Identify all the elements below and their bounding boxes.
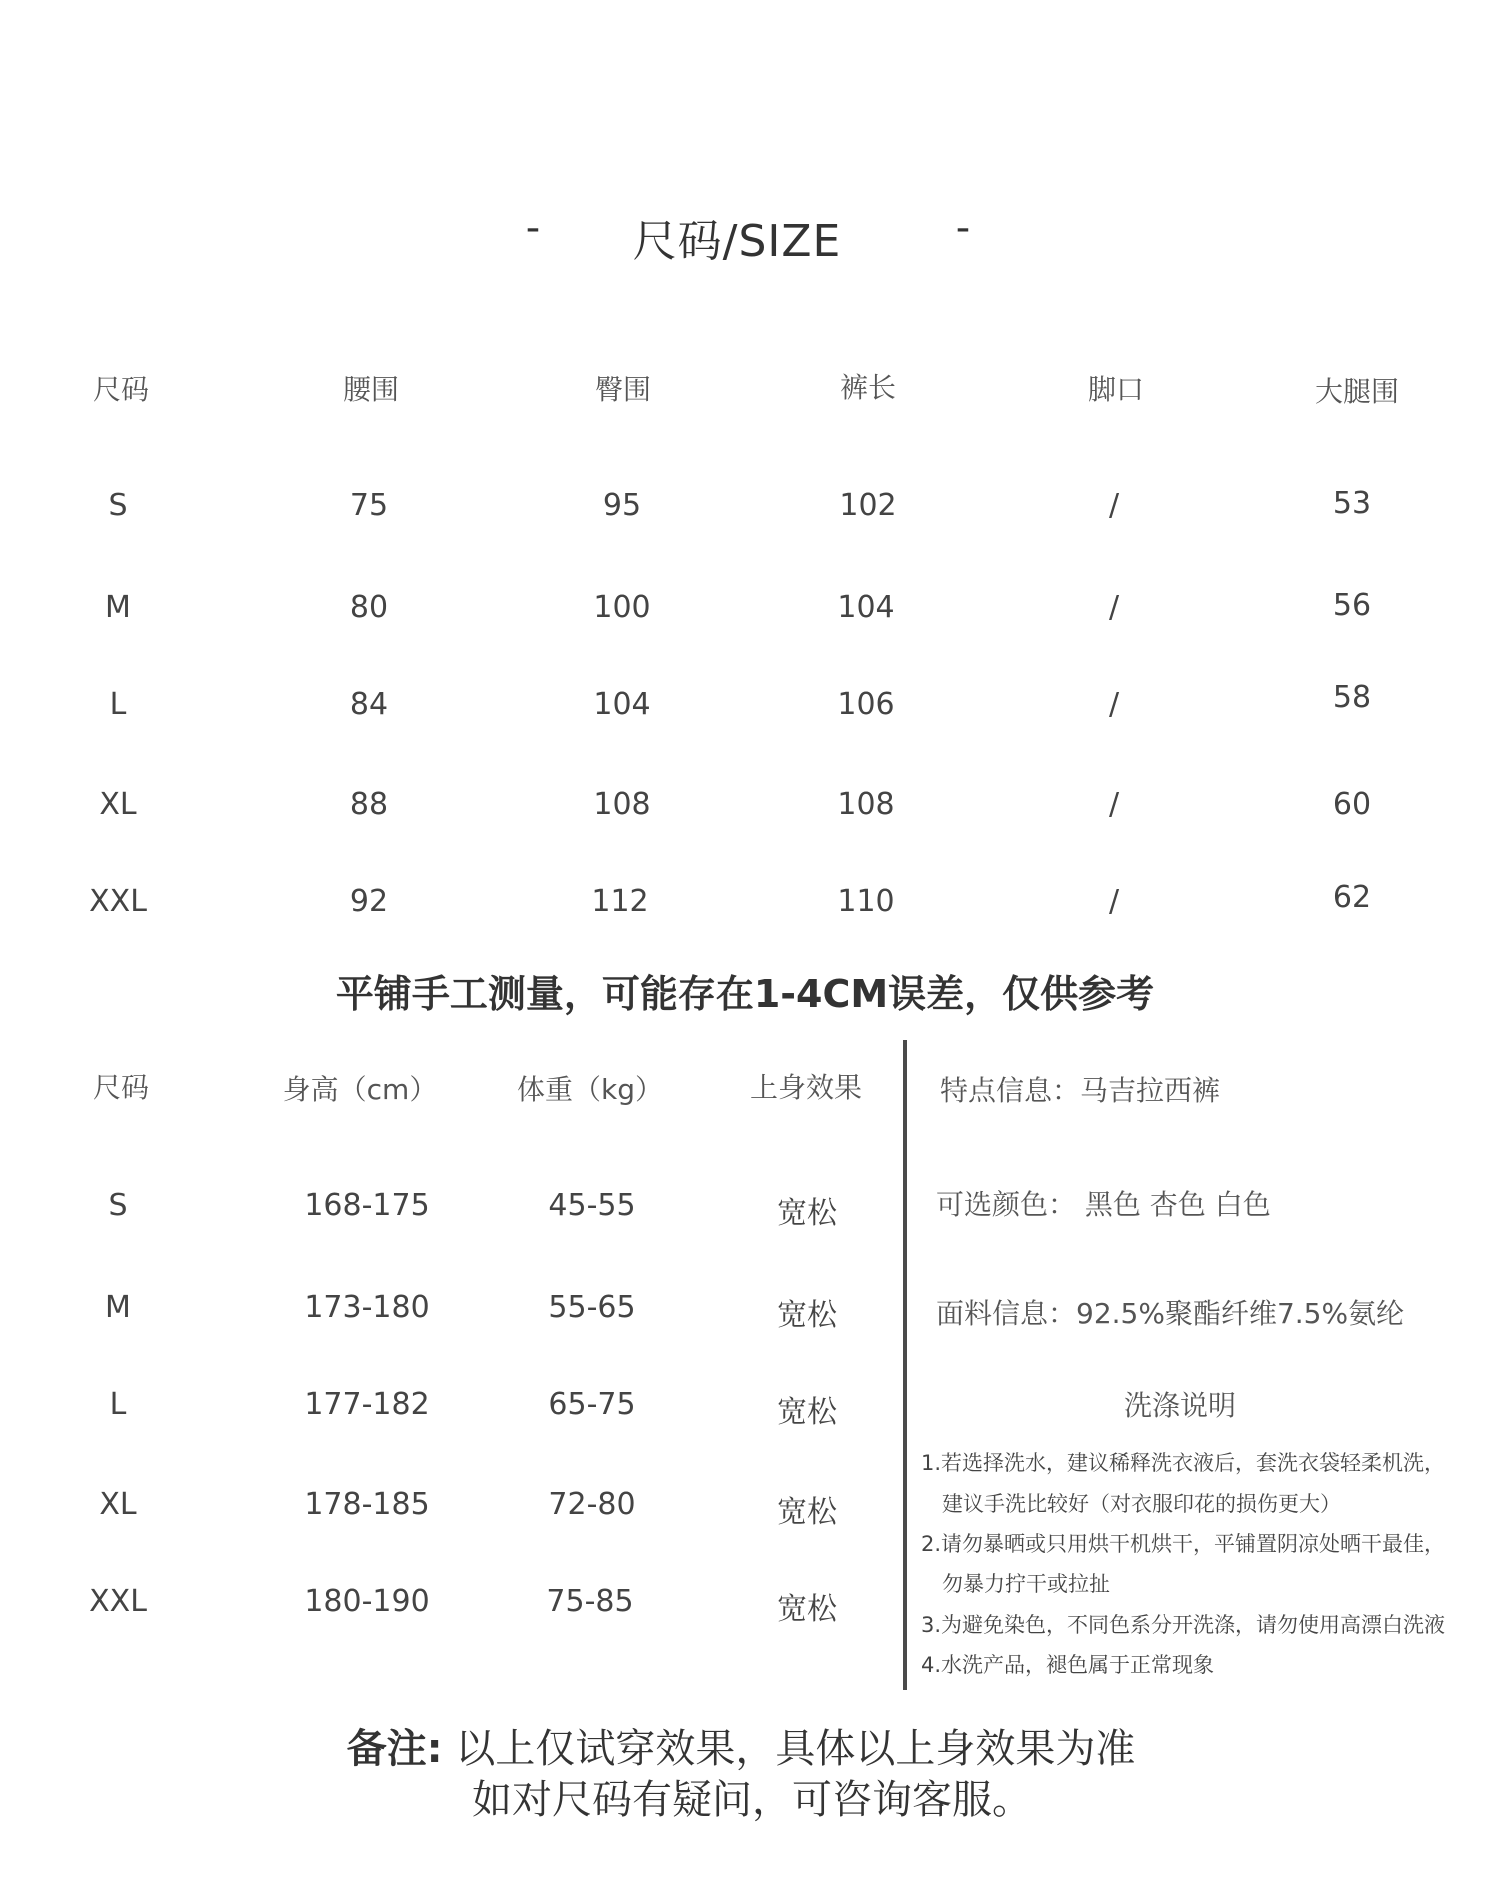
size-cell: / xyxy=(1108,590,1120,625)
wash-line: 勿暴力拧干或拉扯 xyxy=(942,1572,1110,1596)
size-cell: 56 xyxy=(1332,588,1372,623)
size-cell: L xyxy=(109,687,127,722)
fit-cell: 168-175 xyxy=(304,1188,430,1223)
fit-cell: 65-75 xyxy=(548,1387,636,1422)
size-cell: 102 xyxy=(839,488,897,523)
size-cell: 60 xyxy=(1332,787,1372,822)
size-cell: 95 xyxy=(602,488,642,523)
size-cell: XXL xyxy=(89,884,147,919)
size-cell: S xyxy=(108,488,128,523)
feature-info: 特点信息：马吉拉西裤 xyxy=(940,1074,1221,1107)
measure-note: 平铺手工测量，可能存在1-4CM误差，仅供参考 xyxy=(335,972,1155,1016)
fit-header-size: 尺码 xyxy=(92,1071,150,1104)
size-cell: / xyxy=(1108,488,1120,523)
remark-label: 备注: xyxy=(346,1726,443,1772)
size-cell: 62 xyxy=(1332,880,1372,915)
wash-line: 建议手洗比较好（对衣服印花的损伤更大） xyxy=(942,1492,1341,1516)
fit-cell: 72-80 xyxy=(548,1487,636,1522)
fit-cell: 55-65 xyxy=(548,1290,636,1325)
title-dash-right: - xyxy=(955,205,971,251)
size-cell: 106 xyxy=(837,687,895,722)
fit-header-effect: 上身效果 xyxy=(749,1071,863,1104)
size-header-size: 尺码 xyxy=(92,373,150,406)
wash-title: 洗涤说明 xyxy=(1123,1389,1237,1422)
fit-cell: 宽松 xyxy=(777,1495,837,1530)
title-dash-left: - xyxy=(525,205,541,251)
fit-cell: L xyxy=(109,1387,127,1422)
size-cell: 108 xyxy=(593,787,651,822)
fit-cell: 宽松 xyxy=(777,1298,837,1333)
size-cell: 75 xyxy=(349,488,389,523)
size-header-thigh: 大腿围 xyxy=(1314,375,1400,408)
wash-line: 4.水洗产品，褪色属于正常现象 xyxy=(921,1653,1215,1677)
color-info: 可选颜色： 黑色 杏色 白色 xyxy=(936,1188,1271,1221)
fit-cell: 45-55 xyxy=(548,1188,636,1223)
fit-cell: XL xyxy=(99,1487,137,1522)
fit-cell: S xyxy=(108,1188,128,1223)
fit-cell: XXL xyxy=(89,1584,147,1619)
size-header-hip: 臀围 xyxy=(594,373,652,406)
size-cell: / xyxy=(1108,787,1120,822)
size-cell: / xyxy=(1108,884,1120,919)
fabric-info: 面料信息：92.5%聚酯纤维7.5%氨纶 xyxy=(936,1297,1405,1330)
fit-cell: 75-85 xyxy=(546,1584,634,1619)
fit-cell: M xyxy=(105,1290,131,1325)
fit-header-weight: 体重（kg） xyxy=(517,1073,663,1106)
size-cell: 104 xyxy=(837,590,895,625)
size-cell: 108 xyxy=(837,787,895,822)
fit-cell: 177-182 xyxy=(304,1387,430,1422)
size-cell: 100 xyxy=(593,590,651,625)
fit-cell: 宽松 xyxy=(777,1196,837,1231)
size-cell: 80 xyxy=(349,590,389,625)
size-cell: 53 xyxy=(1332,486,1372,521)
wash-line: 1.若选择洗水，建议稀释洗衣液后，套洗衣袋轻柔机洗， xyxy=(921,1451,1446,1475)
size-cell: 104 xyxy=(593,687,651,722)
fit-cell: 178-185 xyxy=(304,1487,430,1522)
fit-header-height: 身高（cm） xyxy=(282,1073,438,1106)
size-header-length: 裤长 xyxy=(839,371,897,404)
size-cell: 88 xyxy=(349,787,389,822)
size-cell: M xyxy=(105,590,131,625)
remark-text-1: 以上仅试穿效果，具体以上身效果为准 xyxy=(442,1726,1136,1772)
page-title: 尺码/SIZE xyxy=(632,216,842,267)
fit-cell: 宽松 xyxy=(777,1592,837,1627)
size-cell: 58 xyxy=(1332,680,1372,715)
wash-line: 2.请勿暴晒或只用烘干机烘干，平铺置阴凉处晒干最佳， xyxy=(921,1532,1446,1556)
fit-cell: 宽松 xyxy=(777,1395,837,1430)
fit-cell: 180-190 xyxy=(304,1584,430,1619)
size-header-hem: 脚口 xyxy=(1087,373,1145,406)
wash-line: 3.为避免染色，不同色系分开洗涤，请勿使用高漂白洗液 xyxy=(921,1613,1446,1637)
size-cell: 110 xyxy=(837,884,895,919)
size-cell: 92 xyxy=(349,884,389,919)
remark-line-1 xyxy=(347,1717,1136,1774)
vertical-divider xyxy=(903,1040,907,1690)
size-cell: / xyxy=(1108,687,1120,722)
fit-cell: 173-180 xyxy=(304,1290,430,1325)
size-header-waist: 腰围 xyxy=(342,373,400,406)
size-cell: XL xyxy=(99,787,137,822)
size-cell: 112 xyxy=(591,884,649,919)
size-cell: 84 xyxy=(349,687,389,722)
remark-line-2: 如对尺码有疑问，可咨询客服。 xyxy=(472,1777,1032,1823)
